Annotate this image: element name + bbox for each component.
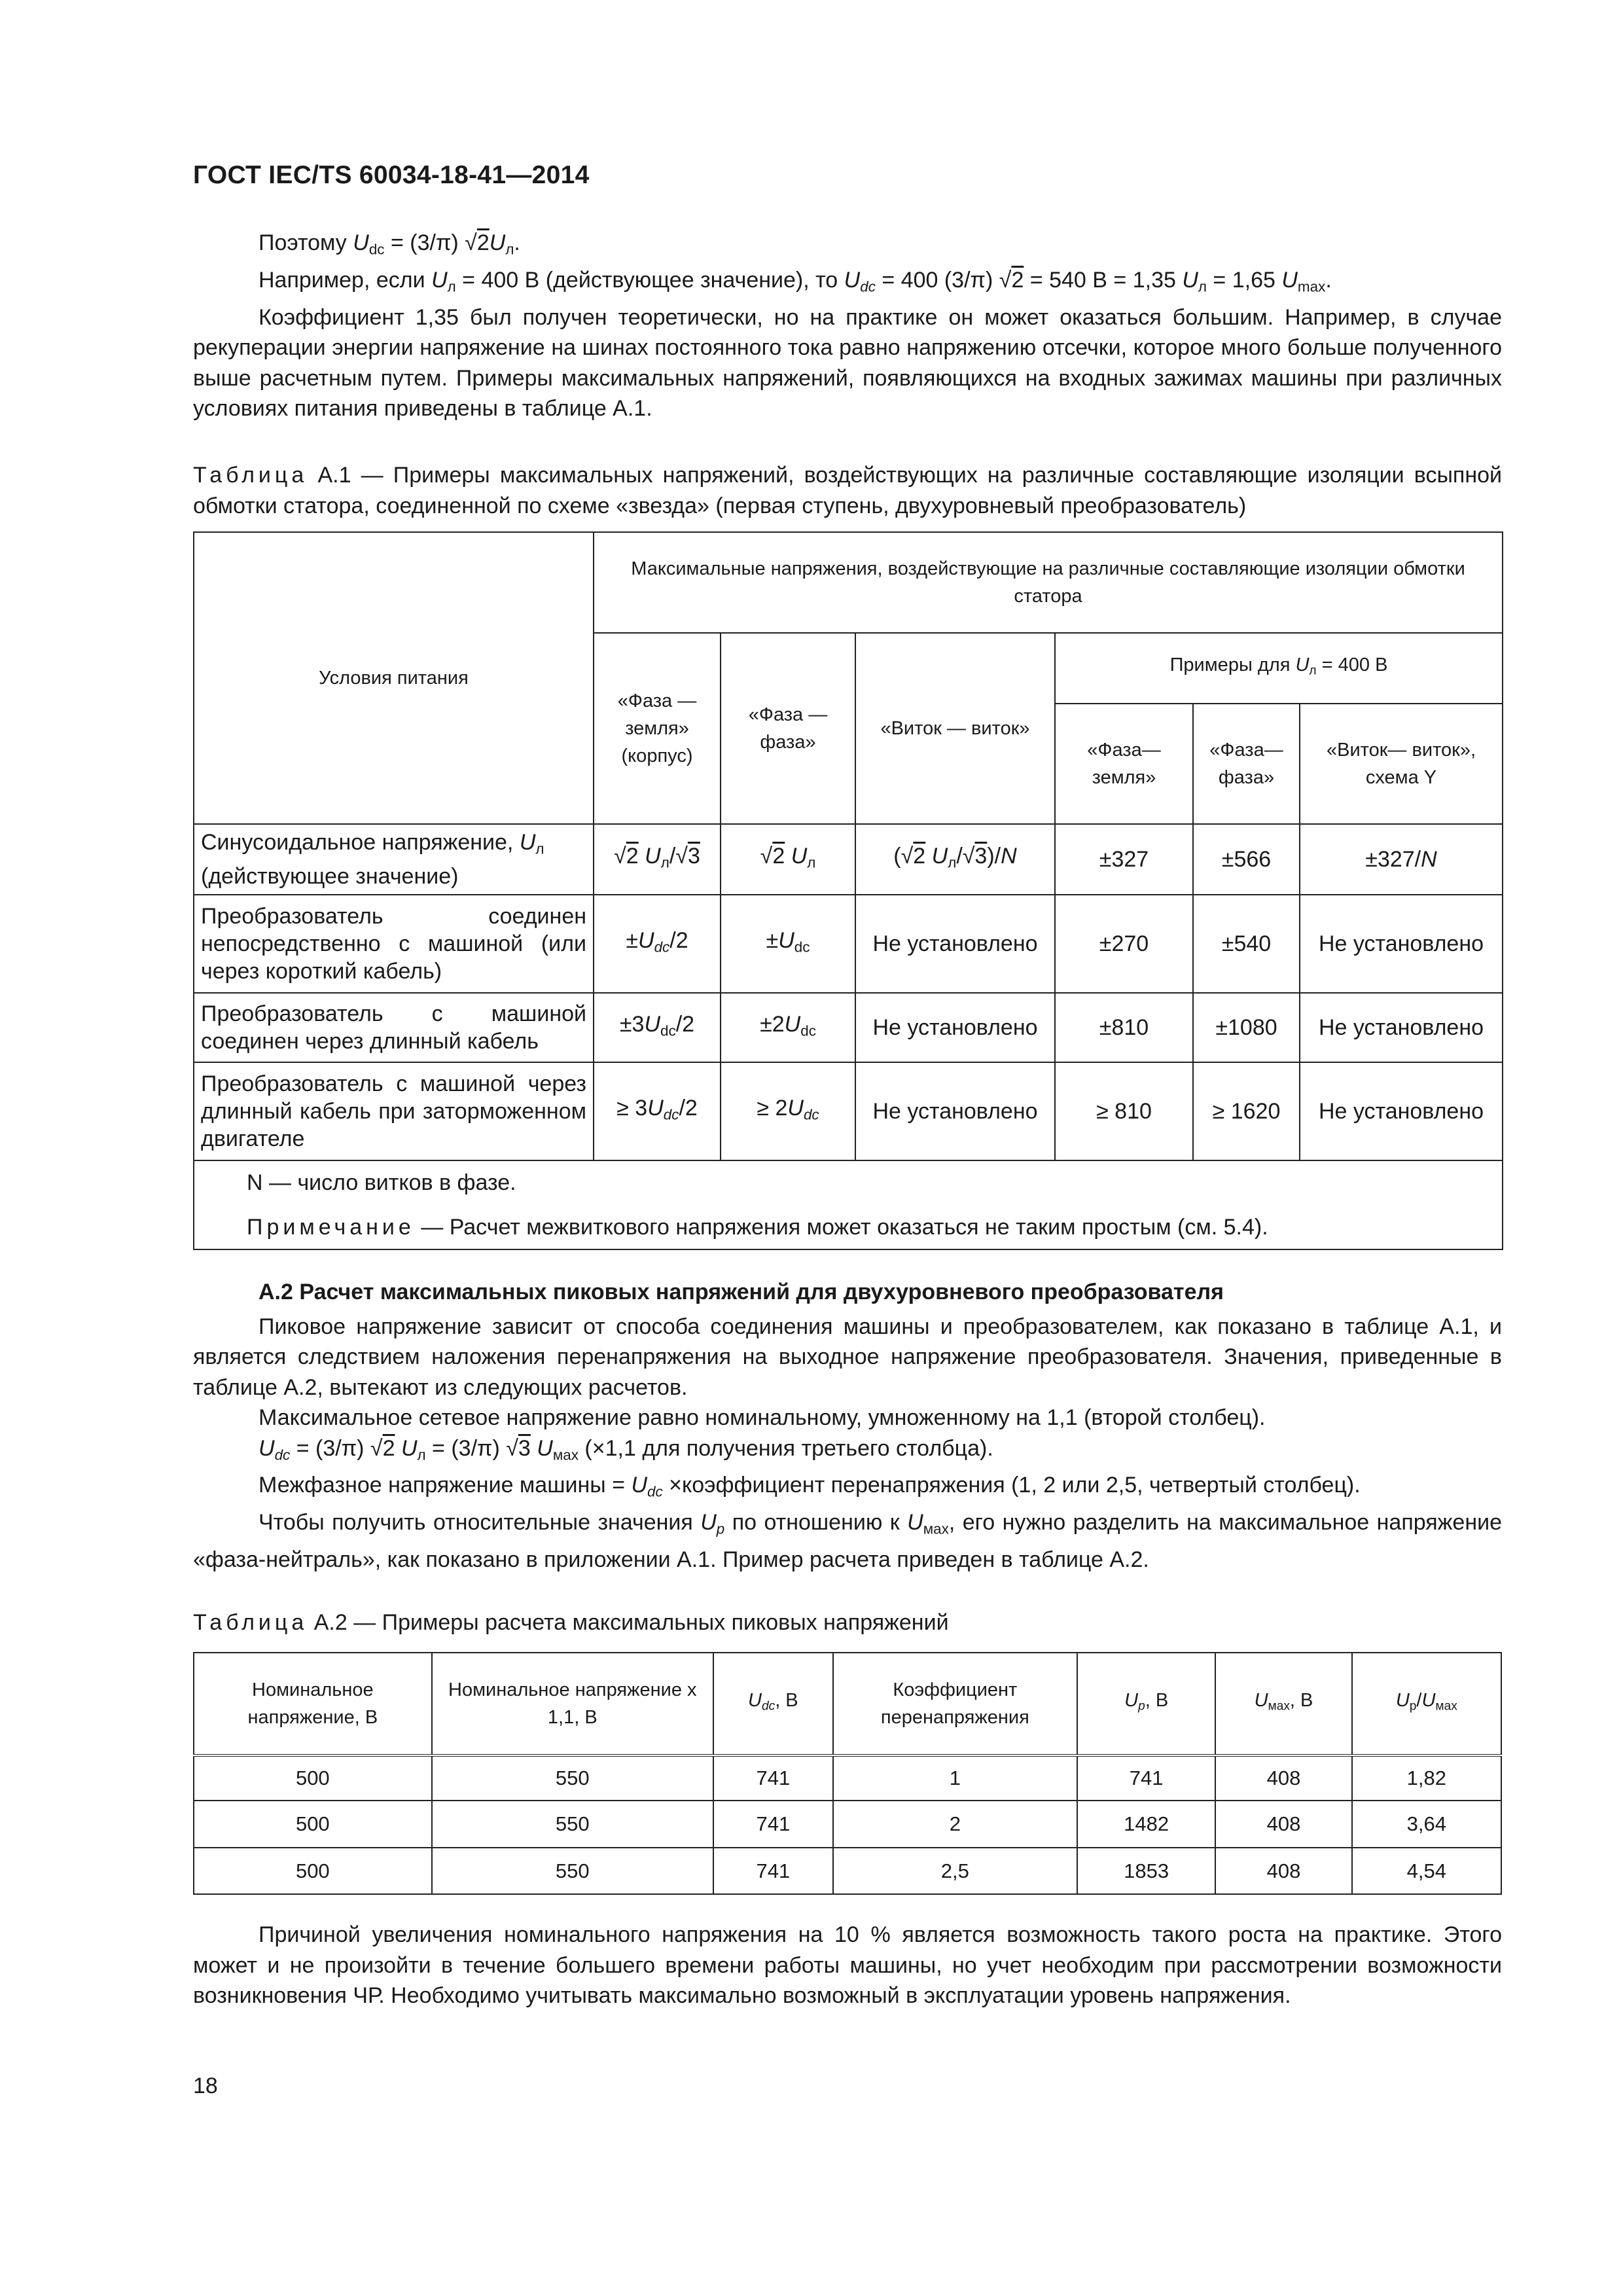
cell-value: 3,64 <box>1352 1801 1501 1848</box>
closing-text <box>193 1920 1502 2011</box>
col-ex-turn-turn: «Виток— виток», схема Y <box>1300 704 1503 824</box>
col-group-header: Максимальные напряжения, воздействующие на различные составляющие изоляции обмотки статора <box>594 532 1503 633</box>
cell-value: Не установлено <box>1300 895 1503 993</box>
cell-value: ±327/N <box>1300 824 1503 895</box>
closing-paragraph: Причиной увеличения номинального напряжения на 10 % является возможность такого роста на практике. Этого может и не произойти в течение большего времени работы машины, но учет необходим при рассмотрении возможности возникновения ЧР. Необходимо учитывать максимально возможный в эксплуатации уровень напряжения. <box>193 1922 1502 2008</box>
col-turn-turn-header: «Виток — виток» <box>855 633 1055 824</box>
table-row <box>194 1848 1501 1894</box>
section-paragraph: Максимальное сетевое напряжение равно номинальному, умноженному на 1,1 (второй столбец). <box>259 1405 1266 1430</box>
cell-formula: $\pm U_{dc}/2$ <box>594 895 721 993</box>
cell-value: ±1080 <box>1193 993 1300 1062</box>
col-nominal-x11: Номинальное напряжение х 1,1, В <box>432 1653 713 1755</box>
cell-condition: Преобразователь с машиной соединен через длинный кабель <box>194 993 594 1062</box>
table-row <box>194 1755 1501 1801</box>
formula-line-1: Поэтому $U_{dc} = (3/\pi)$ $√2U_л$. <box>259 230 520 258</box>
formula-udc: $U_{dc} = (3/\pi)$ √2 $U_л = (3/\pi)$ √3 $U_{мах}$ (×1,1 для получения третьего столбца). <box>259 1435 993 1463</box>
cell-formula: √2 $U_л/√3$ <box>594 824 721 895</box>
note-remark: Примечание — Расчет межвиткового напряжения может оказаться не таким простым (см. 5.4). <box>247 1215 1268 1240</box>
cell-condition: Преобразователь соединен непосредственно с машиной (или через короткий кабель) <box>194 895 594 993</box>
cell-value: 500 <box>194 1848 432 1894</box>
table-a1-notes <box>194 1160 1503 1249</box>
cell-value: 741 <box>713 1801 833 1848</box>
cell-text: Не установлено <box>855 993 1055 1062</box>
note-n: N — число витков в фазе. <box>247 1170 516 1195</box>
cell-value: 2,5 <box>833 1848 1077 1894</box>
col-conditions-header: Условия питания <box>194 532 594 824</box>
cell-formula: $\pm 3U_{dc}/2$ <box>594 993 721 1062</box>
cell-formula: $\pm 2U_{dc}$ <box>721 993 855 1062</box>
cell-value: ±810 <box>1055 993 1193 1062</box>
cell-value: 1482 <box>1077 1801 1215 1848</box>
cell-formula: (√2 $U_л/√3)/N$ <box>855 824 1055 895</box>
table-a2 <box>193 1652 1502 1895</box>
section-paragraph: Чтобы получить относительные значения $U_p$ по отношению к $U_{мах}$, его нужно разделить на максимальное напряжение «фаза-нейтраль», как показано в приложении А.1. Пример расчета приведен в таблице А.2. <box>193 1510 1503 1572</box>
col-up-umax: $U_р/U_{мах}$ <box>1352 1653 1501 1755</box>
col-udc: $U_{dc}$, В <box>713 1653 833 1755</box>
col-up: $U_p$, В <box>1077 1653 1215 1755</box>
cell-value: Не установлено <box>1300 1062 1503 1160</box>
cell-formula: √2 $U_л$ <box>721 824 855 895</box>
col-examples-header: Примеры для $U_л = 400$ В <box>1055 633 1503 704</box>
cell-condition: Преобразователь с машиной через длинный кабель при заторможенном двигателе <box>194 1062 594 1160</box>
section-a2 <box>193 1277 1502 1575</box>
table-row <box>194 1062 1503 1160</box>
section-paragraph: Пиковое напряжение зависит от способа соединения машины и преобразователем, как показано в таблице А.1, и является следствием наложения перенапряжения на выходное напряжение преобразователя. Значения, приведенные в таблице А.2, вытекают из следующих расчетов. <box>193 1314 1502 1400</box>
cell-value: 500 <box>194 1801 432 1848</box>
cell-value: ≥ 810 <box>1055 1062 1193 1160</box>
table-row <box>194 895 1503 993</box>
intro-paragraph: Коэффициент 1,35 был получен теоретически, но на практике он может оказаться большим. Например, в случае рекуперации энергии напряжение на шинах постоянного тока равно напряжению отсечки, которое много больше полученного выше расчетным путем. Примеры максимальных напряжений, появляющихся на входных зажимах машины при различных условиях питания приведены в таблице А.1. <box>193 304 1502 422</box>
cell-condition: Синусоидальное напряжение, $U_л$ (действующее значение) <box>194 824 594 895</box>
cell-value: 408 <box>1215 1801 1351 1848</box>
cell-value: 408 <box>1215 1848 1351 1894</box>
cell-text: Не установлено <box>855 1062 1055 1160</box>
table-a1 <box>193 531 1503 1250</box>
cell-value: ≥ 1620 <box>1193 1062 1300 1160</box>
col-nominal-voltage: Номинальное напряжение, В <box>194 1653 432 1755</box>
cell-value: ±270 <box>1055 895 1193 993</box>
section-title: А.2 Расчет максимальных пиковых напряжений для двухуровневого преобразователя <box>259 1280 1224 1304</box>
table-row <box>194 1801 1501 1848</box>
cell-value: 1853 <box>1077 1848 1215 1894</box>
col-overvoltage-factor: Коэффициент перенапряжения <box>833 1653 1077 1755</box>
cell-value: 408 <box>1215 1755 1351 1801</box>
cell-formula: $\pm U_{dc}$ <box>721 895 855 993</box>
document-header: ГОСТ IEC/TS 60034-18-41—2014 <box>193 161 590 189</box>
cell-value: 1 <box>833 1755 1077 1801</box>
cell-value: ±540 <box>1193 895 1300 993</box>
intro-text <box>193 228 1502 424</box>
col-phase-phase-header: «Фаза — фаза» <box>721 633 855 824</box>
cell-value: Не установлено <box>1300 993 1503 1062</box>
cell-formula: ≥ $3U_{dc}/2$ <box>594 1062 721 1160</box>
cell-value: ±566 <box>1193 824 1300 895</box>
formula-interphase: Межфазное напряжение машины = $U_{dc}$ ×коэффициент перенапряжения (1, 2 или 2,5, четвертый столбец). <box>259 1473 1361 1500</box>
table-row <box>194 993 1503 1062</box>
cell-value: 741 <box>713 1848 833 1894</box>
cell-formula: ≥ $2U_{dc}$ <box>721 1062 855 1160</box>
cell-text: Не установлено <box>855 895 1055 993</box>
table-a1-caption: Таблица А.1 — Примеры максимальных напряжений, воздействующих на различные составляющие изоляции всыпной обмотки статора, соединенной по схеме «звезда» (первая ступень, двухуровневый преобразователь) <box>193 463 1502 518</box>
cell-value: 550 <box>432 1755 713 1801</box>
example-line: Например, если $U_л = 400$ В (действующее значение), то $U_{dc} = 400$ (3/π) √2 = 540 В = 1,35 $U_л = 1,65$ $U_{max}$. <box>259 267 1332 295</box>
cell-value: 550 <box>432 1801 713 1848</box>
cell-value: 550 <box>432 1848 713 1894</box>
cell-value: 500 <box>194 1755 432 1801</box>
page-number: 18 <box>193 2073 218 2098</box>
table-a2-caption: Таблица А.2 — Примеры расчета максимальных пиковых напряжений <box>193 1610 949 1635</box>
cell-value: 741 <box>1077 1755 1215 1801</box>
col-ex-phase-phase: «Фаза— фаза» <box>1193 704 1300 824</box>
col-ex-phase-ground: «Фаза— земля» <box>1055 704 1193 824</box>
cell-value: ±327 <box>1055 824 1193 895</box>
cell-value: 741 <box>713 1755 833 1801</box>
cell-value: 4,54 <box>1352 1848 1501 1894</box>
table-row <box>194 824 1503 895</box>
col-phase-ground-header: «Фаза — земля» (корпус) <box>594 633 721 824</box>
cell-value: 1,82 <box>1352 1755 1501 1801</box>
cell-value: 2 <box>833 1801 1077 1848</box>
col-umax: $U_{мах}$, В <box>1215 1653 1351 1755</box>
